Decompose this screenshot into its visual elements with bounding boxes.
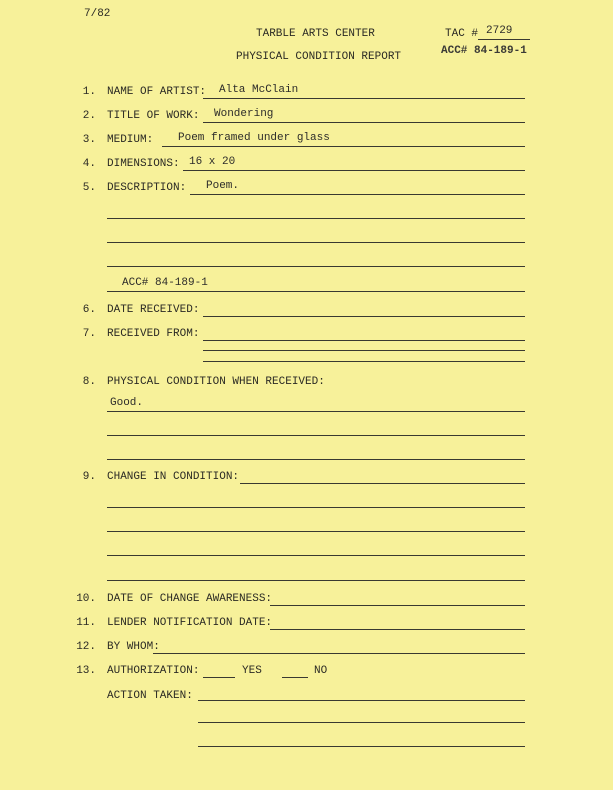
authorization-no-blank[interactable] bbox=[282, 677, 308, 678]
authorization-yes-label: YES bbox=[242, 665, 262, 677]
authorization-label: AUTHORIZATION: bbox=[107, 665, 200, 677]
description-line-1 bbox=[190, 194, 525, 195]
medium-label: MEDIUM: bbox=[107, 134, 154, 146]
condition-received-value[interactable]: Good. bbox=[110, 397, 144, 409]
dimensions-line bbox=[183, 170, 525, 171]
action-taken-line-1[interactable] bbox=[198, 700, 525, 701]
artist-label: NAME OF ARTIST: bbox=[107, 86, 207, 98]
lender-notification-label: LENDER NOTIFICATION DATE: bbox=[107, 617, 273, 629]
received-from-line-2[interactable] bbox=[203, 350, 525, 351]
medium-line bbox=[162, 146, 525, 147]
form-title: PHYSICAL CONDITION REPORT bbox=[236, 51, 402, 63]
tac-value[interactable]: 2729 bbox=[486, 25, 513, 37]
condition-received-label: PHYSICAL CONDITION WHEN RECEIVED: bbox=[107, 376, 325, 388]
field-number-5: 5. bbox=[82, 182, 96, 194]
title-line bbox=[203, 122, 525, 123]
date-received-line[interactable] bbox=[203, 316, 525, 317]
change-line-4 bbox=[107, 555, 525, 556]
condition-line-1 bbox=[107, 411, 525, 412]
by-whom-label: BY WHOM: bbox=[107, 641, 160, 653]
description-line-5 bbox=[107, 291, 525, 292]
dimensions-value[interactable]: 16 x 20 bbox=[189, 156, 236, 168]
date-received-label: DATE RECEIVED: bbox=[107, 304, 200, 316]
date-code: 7/82 bbox=[84, 8, 111, 20]
title-label: TITLE OF WORK: bbox=[107, 110, 200, 122]
authorization-yes-blank[interactable] bbox=[203, 677, 235, 678]
change-awareness-line[interactable] bbox=[270, 605, 525, 606]
field-number-4: 4. bbox=[82, 158, 96, 170]
received-from-line-1[interactable] bbox=[203, 340, 525, 341]
tac-underline bbox=[478, 39, 530, 40]
tac-label: TAC # bbox=[445, 28, 479, 40]
artist-line bbox=[203, 98, 525, 99]
field-number-10: 10. bbox=[76, 593, 96, 605]
action-taken-line-3[interactable] bbox=[198, 746, 525, 747]
description-line-3 bbox=[107, 242, 525, 243]
lender-notification-line[interactable] bbox=[270, 629, 525, 630]
field-number-2: 2. bbox=[82, 110, 96, 122]
org-name: TARBLE ARTS CENTER bbox=[256, 28, 375, 40]
field-number-11: 11. bbox=[76, 617, 96, 629]
field-number-8: 8. bbox=[82, 376, 96, 388]
acc-stamp: ACC# 84-189-1 bbox=[441, 45, 527, 57]
field-number-9: 9. bbox=[82, 471, 96, 483]
field-number-7: 7. bbox=[82, 328, 96, 340]
artist-value[interactable]: Alta McClain bbox=[219, 84, 299, 96]
dimensions-label: DIMENSIONS: bbox=[107, 158, 180, 170]
action-taken-label: ACTION TAKEN: bbox=[107, 690, 193, 702]
received-from-line-3[interactable] bbox=[203, 361, 525, 362]
field-number-1: 1. bbox=[82, 86, 96, 98]
authorization-no-label: NO bbox=[314, 665, 328, 677]
description-line-4 bbox=[107, 266, 525, 267]
change-line-2 bbox=[107, 507, 525, 508]
condition-line-3 bbox=[107, 459, 525, 460]
change-line-3 bbox=[107, 531, 525, 532]
field-number-12: 12. bbox=[76, 641, 96, 653]
action-taken-line-2[interactable] bbox=[198, 722, 525, 723]
medium-value[interactable]: Poem framed under glass bbox=[178, 132, 330, 144]
field-number-3: 3. bbox=[82, 134, 96, 146]
condition-line-2 bbox=[107, 435, 525, 436]
change-line-5 bbox=[107, 580, 525, 581]
field-number-13: 13. bbox=[76, 665, 96, 677]
description-line-2 bbox=[107, 218, 525, 219]
change-in-condition-label: CHANGE IN CONDITION: bbox=[107, 471, 240, 483]
title-value[interactable]: Wondering bbox=[214, 108, 274, 120]
received-from-label: RECEIVED FROM: bbox=[107, 328, 200, 340]
description-acc-number[interactable]: ACC# 84-189-1 bbox=[122, 277, 208, 289]
field-number-6: 6. bbox=[82, 304, 96, 316]
change-line-1[interactable] bbox=[240, 483, 525, 484]
description-value[interactable]: Poem. bbox=[206, 180, 240, 192]
by-whom-line[interactable] bbox=[153, 653, 525, 654]
description-label: DESCRIPTION: bbox=[107, 182, 187, 194]
change-awareness-label: DATE OF CHANGE AWARENESS: bbox=[107, 593, 273, 605]
